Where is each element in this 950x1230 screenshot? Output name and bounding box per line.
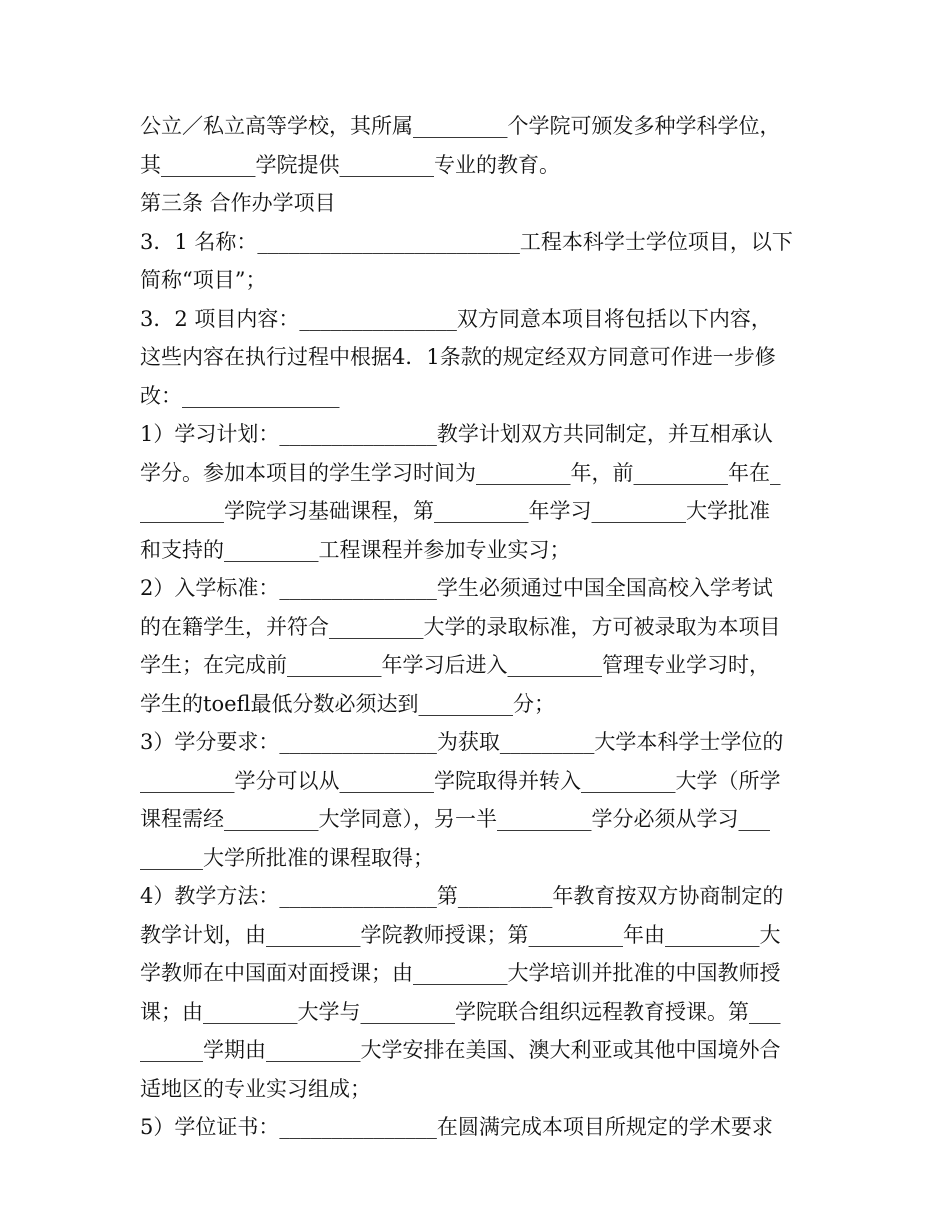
text-line: 公立／私立高等学校，其所属_________个学院可颁发多种学科学位，: [140, 114, 781, 138]
text-line: 4）教学方法：_______________第_________年教育按双方协商制定的: [140, 884, 784, 908]
text-line: 3．1 名称：_________________________工程本科学士学位项目，以下: [140, 229, 793, 254]
text-line: 5）学位证书：_______________在圆满完成本项目所规定的学术要求: [140, 1115, 773, 1139]
text-line: 1）学习计划：_______________教学计划双方共同制定，并互相承认: [140, 422, 773, 446]
text-line: 3．2 项目内容：_______________双方同意本项目将包括以下内容，: [140, 306, 772, 331]
text-line: 教学计划，由_________学院教师授课；第_________年由_________大: [140, 922, 781, 947]
text-line: 适地区的专业实习组成；: [140, 1076, 371, 1101]
text-line: _________学分可以从_________学院取得并转入_________大学（所学: [140, 768, 781, 793]
text-line: ______学期由_________大学安排在美国、澳大利亚或其他中国境外合: [140, 1038, 781, 1062]
text-line: 和支持的_________工程课程并参加专业实习；: [140, 537, 571, 562]
text-line: 改：_______________: [140, 383, 340, 408]
text-line: 的在籍学生，并符合_________大学的录取标准，方可被录取为本项目: [140, 614, 781, 639]
section-heading: 第三条 合作办学项目: [140, 191, 336, 215]
text-line: 其_________学院提供_________专业的教育。: [140, 152, 560, 177]
text-line: 这些内容在执行过程中根据4．1条款的规定经双方同意可作进一步修: [140, 345, 776, 369]
text-line: 学生的toefl最低分数必须达到_________分；: [140, 691, 556, 716]
text-line: 学教师在中国面对面授课；由_________大学培训并批准的中国教师授: [140, 961, 781, 985]
text-line: 3）学分要求：_______________为获取_________大学本科学士学位的: [140, 730, 784, 754]
document-body: [140, 107, 820, 1147]
text-line: 学生；在完成前_________年学习后进入_________管理专业学习时，: [140, 653, 770, 677]
text-line: ________学院学习基础课程，第_________年学习_________大学批准: [140, 499, 770, 523]
text-line: 2）入学标准：_______________学生必须通过中国全国高校入学考试: [140, 576, 773, 600]
text-line: 简称“项目”；: [140, 268, 267, 292]
text-line: 学分。参加本项目的学生学习时间为_________年，前_________年在_: [140, 460, 781, 485]
text-line: 课程需经_________大学同意），另一半_________学分必须从学习___: [140, 807, 770, 831]
text-line: 课；由_________大学与_________学院联合组织远程教育授课。第___: [140, 999, 781, 1024]
text-line: ______大学所批准的课程取得；: [140, 845, 434, 870]
